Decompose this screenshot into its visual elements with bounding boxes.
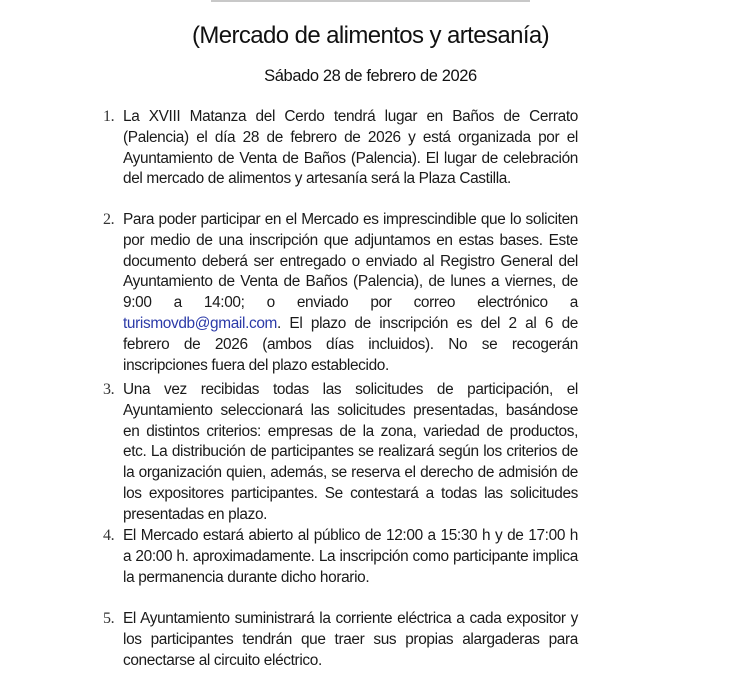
- clause-number: 3.: [103, 381, 115, 398]
- event-date: Sábado 28 de febrero de 2026: [264, 67, 477, 85]
- clause-text: El Ayuntamiento suministrará la corriente eléctrica a cada expositor y los participantes tendrán que traer sus propias alargaderas para conectarse al circuito eléctrico.: [123, 610, 578, 669]
- email-link[interactable]: turismovdb@gmail.com: [123, 314, 278, 332]
- clause-text: Una vez recibidas todas las solicitudes de participación, el Ayuntamiento seleccionará las solicitudes presentadas, basándose en distintos criterios: empresas de la zona, variedad de productos, etc. La distribución de participantes se realizará según los criterios de la organización quien, además, se reserva el derecho de admisión de los expositores participantes. Se contestará a todas las solicitudes presentadas en plazo.: [123, 381, 578, 523]
- clause-text-after-link: . El plazo de inscripción es del 2 al 6 de febrero de 2026 (ambos días incluidos). No se recogerán inscripciones fuera del plazo establecido.: [123, 314, 578, 374]
- clause-item: [103, 609, 578, 671]
- clause-item: [103, 107, 578, 190]
- clause-text-before-link: Para poder participar en el Mercado es imprescindible que lo soliciten por medio de una inscripción que adjuntamos en estas bases. Este documento deberá ser entregado o enviado al Registro General del Ayuntamiento de Venta de Baños (Palencia), de lunes a viernes, de 9:00 a 14:00; o enviado por correo electrónico a: [123, 211, 578, 312]
- clause-item: [103, 210, 578, 376]
- clause-item: [103, 380, 578, 526]
- clause-text: [123, 210, 578, 376]
- clause-text: El Mercado estará abierto al público de 12:00 a 15:30 h y de 17:00 h a 20:00 h. aproximadamente. La inscripción como participante implica la permanencia durante dicho horario.: [123, 527, 578, 586]
- clause-number: 4.: [103, 527, 115, 544]
- document-subtitle: (Mercado de alimentos y artesanía): [191, 22, 550, 49]
- top-divider: [211, 0, 530, 2]
- clause-item: [103, 526, 578, 588]
- clause-text: La XVIII Matanza del Cerdo tendrá lugar en Baños de Cerrato (Palencia) el día 28 de febrero de 2026 y está organizada por el Ayuntamiento de Venta de Baños (Palencia). El lugar de celebración del mercado de alimentos y artesanía será la Plaza Castilla.: [123, 108, 578, 188]
- clause-number: 1.: [103, 108, 115, 125]
- clause-number: 5.: [103, 610, 115, 627]
- clause-number: 2.: [103, 211, 115, 228]
